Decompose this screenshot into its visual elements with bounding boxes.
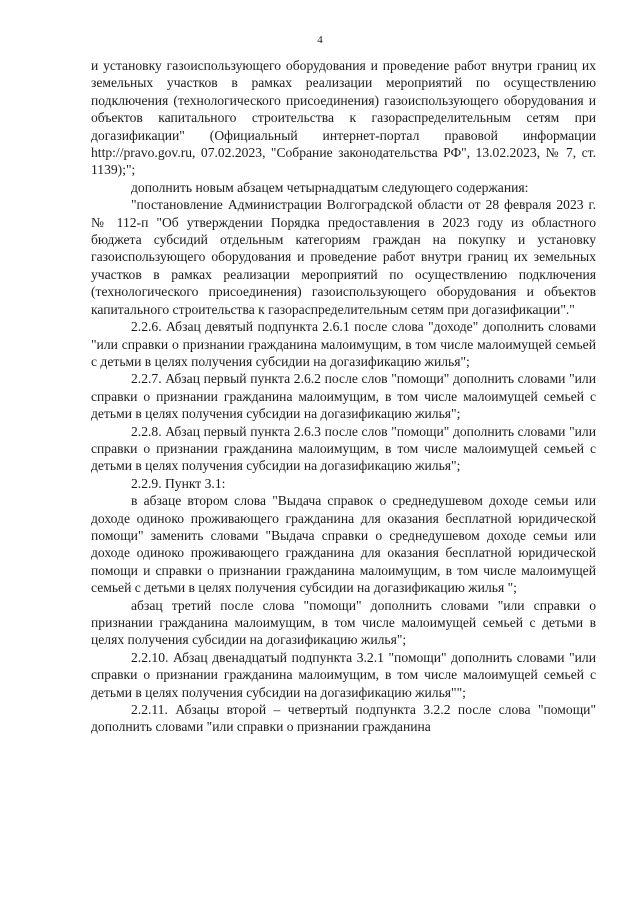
paragraph: 2.2.11. Абзацы второй – четвертый подпункта 3.2.2 после слова "помощи" дополнить словами "или справки о признании гражданина [91, 702, 596, 735]
paragraph: в абзаце втором слова "Выдача справок о среднедушевом доходе семьи или доходе одиноко проживающего гражданина для оказания бесплатной юридической помощи" заменить словами "Выдача справки о среднедушевом доходе семьи или доходе одиноко проживающего гражданина для оказания бесплатной юридической помощи и справки о признании гражданина малоимущим, в том числе малоимущей семьей с детьми в целях получения субсидии на догазификацию жилья "; [91, 493, 596, 596]
paragraph: дополнить новым абзацем четырнадцатым следующего содержания: [131, 179, 529, 195]
paragraph: 2.2.7. Абзац первый пункта 2.6.2 после слов "помощи" дополнить словами "или справки о признании гражданина малоимущим, в том числе малоимущей семьей с детьми в целях получения субсидии на догазификацию жилья"; [91, 371, 596, 422]
page-number: 4 [317, 34, 323, 46]
paragraph: и установку газоиспользующего оборудования и проведение работ внутри границ их земельных участков в рамках реализации мероприятий по осуществлению подключения (технологического присоединения) газоиспользующего оборудования и объектов капитального строительства к газораспределительным сетям при догазификации" (Официальный интернет-портал правовой информации http://pravo.gov.ru, 07.02.2023, "Собрание законодательства РФ", 13.02.2023, № 7, ст. 1139);"; [91, 58, 596, 178]
paragraph: абзац третий после слова "помощи" дополнить словами "или справки о признании гражданина малоимущим, в том числе малоимущей семьей с детьми в целях получения субсидии на догазификацию жилья"; [91, 597, 596, 648]
paragraph: 2.2.8. Абзац первый пункта 2.6.3 после слов "помощи" дополнить словами "или справки о признании гражданина малоимущим, в том числе малоимущей семьей с детьми в целях получения субсидии на догазификацию жилья"; [91, 423, 596, 474]
document-body [91, 57, 596, 736]
paragraph: 2.2.9. Пункт 3.1: [131, 475, 226, 491]
paragraph: "постановление Администрации Волгоградской области от 28 февраля 2023 г. № 112-п "Об утверждении Порядка предоставления в 2023 году из областного бюджета субсидий отдельным категориям граждан на покупку и установку газоиспользующего оборудования и проведение работ внутри границ их земельных участков в рамках реализации мероприятий по осуществлению подключения (технологического присоединения) газоиспользующего оборудования и объектов капитального строительства к газораспределительным сетям при догазификации"." [91, 197, 596, 317]
paragraph: 2.2.6. Абзац девятый подпункта 2.6.1 после слова "доходе" дополнить словами "или справки о признании гражданина малоимущим, в том числе малоимущей семьей с детьми в целях получения субсидии на догазификацию жилья"; [91, 319, 596, 369]
paragraph: 2.2.10. Абзац двенадцатый подпункта 3.2.1 "помощи" дополнить словами "или справки о признании гражданина малоимущим, в том числе малоимущей семьей с детьми в целях получения субсидии на догазификацию жилья""; [91, 649, 596, 700]
